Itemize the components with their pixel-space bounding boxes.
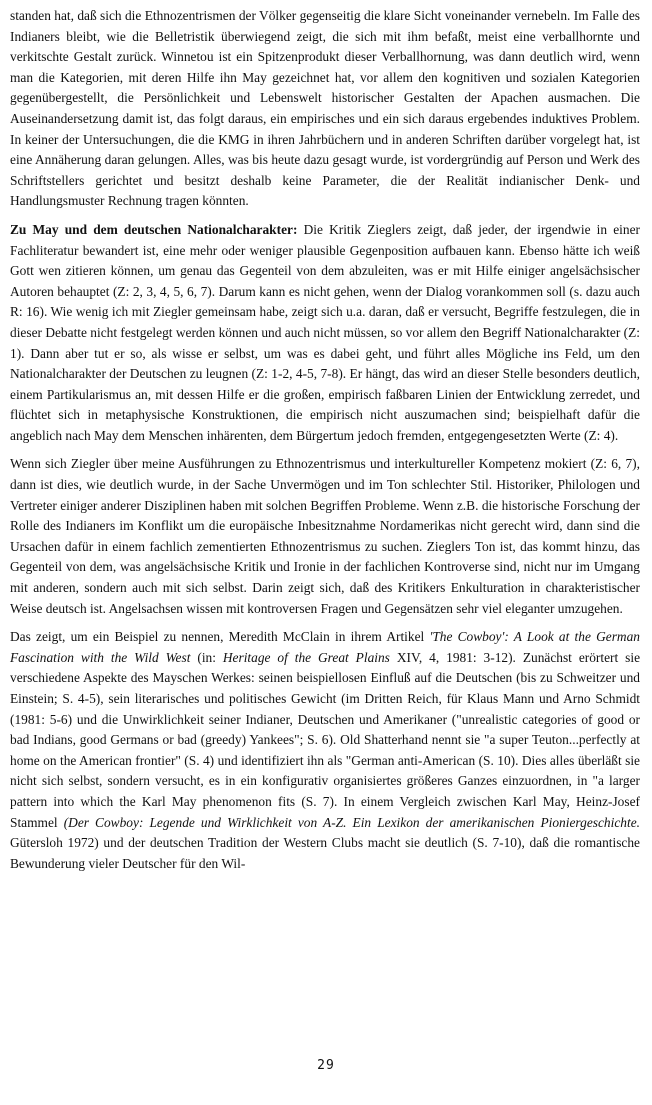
text-segment-italic: Heritage of the Great Plains xyxy=(222,649,390,665)
text-segment-italic: (Der Cowboy: Legende und Wirklichkeit von A-Z. Ein Lexikon der amerikanischen Pioniergeschichte. xyxy=(63,814,640,830)
text-segment-italic: 'The Cowboy': A Look at the German Fascination with the Wild West xyxy=(10,629,640,665)
paragraph-text: standen hat, daß sich die Ethnozentrismen der Völker gegenseitig die klare Sicht voneinander vernebeln. Im Falle des Indianers bleibt, wie die Belletristik überwiegend zeigt, die sich mit ihm befaßt, meist eine verballhornte und verkitschte Gestalt zurück. Winnetou ist ein Spitzenprodukt dieser Verballhornung, was dann deutlich wird, wenn man die Kategorien, mit deren Hilfe ihn May gezeichnet hat, vor allem den kognitiven und sozialen Kategorien gegenübergestellt, die Persönlichkeit und Lebenswelt historischer Gestalten der Apachen ausmachen. Die Auseinandersetzung damit ist, das folgt daraus, ein empirisches und ein sich daraus ergebendes induktives Problem. In keiner der Untersuchungen, die die KMG in ihren Jahrbüchern und in anderen Schriften darüber vorgelegt hat, ist eine Annäherung daran gelungen. Alles, was bis heute dazu gesagt wurde, ist vordergründig auf Person und Werk des Schriftstellers gerichtet und besitzt deshalb keine Parameter, die der Realität indianischer Denk- und Handlungsmuster Rechnung tragen könnten. xyxy=(10,8,640,209)
text-segment: XIV, 4, 1981: 3-12). Zunächst erörtert sie verschiedene Aspekte des Mayschen Werkes: seinen beispiellosen Einfluß auf die Deutschen (bis zu Schweitzer und Einstein; S. 4-5), sein literarisches und politisches Gewicht (im Dritten Reich, für Klaus Mann und Arno Schmidt (1981: 5-6) und die Unwirklichkeit seiner Indianer, Deutschen und Amerikaner ("unrealistic categories of good or bad Indians, good Germans or bad (greedy) Yankees"; S. 6). Old Shatterhand nennt sie "a super Teuton...perfectly at home on the American frontier" (S. 4) und identifiziert ihn als "German anti-American (S. 10). Dies alles überläßt sie nicht sich selbst, sondern versucht, es in ein konfigurativ organisiertes größeres Ganzes einzuordnen, in "a larger pattern into which the Karl May phenomenon fits (S. 7). In einem Vergleich zwischen Karl May, Heinz-Josef Stammel xyxy=(10,649,641,830)
paragraph-nationalcharakter xyxy=(10,220,640,447)
paragraph-text: Wenn sich Ziegler über meine Ausführungen zu Ethnozentrismus und interkultureller Kompetenz mokiert (Z: 6, 7), dann ist dies, wie deutlich wurde, in der Sache Unvermögen und im Ton schlechter Stil. Historiker, Philologen und Vertreter einiger anderer Disziplinen haben mit solchen Begriffen Probleme. Wenn z.B. die historische Forschung der Rolle des Indianers im Konflikt um die europäische Inbesitznahme Nordamerikas nicht gerecht wird, dann sind die Ursachen dafür in einem fachlich zementierten Ethnozentrismus zu suchen. Zieglers Ton ist, das kommt hinzu, das Gegenteil von dem, was angelsächsische Kritik und Ironie in der fachlichen Kontroverse sind, nicht nur im Umgang mit anderen, sondern auch mit sich selbst. Darin zeigt sich, daß des Kritikers Enkulturation in charakteristischer Weise deutsch ist. Angelsachsen wissen mit kontroversen Fragen und Gegensätzen sehr viel eleganter umzugehen. xyxy=(10,456,640,616)
text-segment: Das zeigt, um ein Beispiel zu nennen, Meredith McClain in ihrem Artikel xyxy=(10,629,430,645)
page-number: 29 xyxy=(317,1058,335,1073)
paragraph-lead-heading: Zu May und dem deutschen Nationalcharakter: xyxy=(10,221,298,237)
paragraph-ethnozentrismus xyxy=(10,6,640,212)
text-segment: Gütersloh 1972) und der deutschen Tradition der Western Clubs macht sie deutlich (S. 7-10), daß die romantische Bewunderung vieler Deutscher für den Wil- xyxy=(10,835,640,871)
text-segment: (in: xyxy=(190,649,223,665)
paragraph-ziegler-kritik xyxy=(10,454,640,619)
paragraph-mcclain xyxy=(10,627,640,874)
paragraph-text: Die Kritik Zieglers zeigt, daß jeder, der irgendwie in einer Fachliteratur bewandert ist, eine mehr oder weniger plausible Gegenposition aufbauen kann. Ebenso hätte ich weiß Gott wen zitieren können, um genau das Gegenteil von dem abzuleiten, was er mit Hilfe einiger angelsächsischer Autoren behauptet (Z: 2, 3, 4, 5, 6, 7). Darum kann es nicht gehen, wenn der Dialog vorankommen soll (s. dazu auch R: 16). Wie wenig ich mit Ziegler gemeinsam habe, zeigt sich u.a. daran, daß er versucht, Begriffe festzulegen, die in dieser Debatte nicht festgelegt werden können und auch nicht müssen, so vor allem den Begriff Nationalcharakter (Z: 1). Dann aber tut er so, als wisse er selbst, um was es dabei geht, und führt alles Mögliche ins Feld, um den Nationalcharakter der Deutschen zu leugnen (Z: 1-2, 4-5, 7-8). Er hängt, das wird an dieser Stelle besonders deutlich, einem Partikularismus an, mit dessen Hilfe er die großen, empirisch faßbaren Linien der Entwicklung zerredet, und flüchtet sich in metaphysische Konstruktionen, die empirisch nicht auszumachen sind; beispielhaft dafür die angeblich nach May dem Menschen inhärenten, dem Bürgertum jedoch fremden, entgegengesetzten Werte (Z: 4). xyxy=(10,221,641,443)
